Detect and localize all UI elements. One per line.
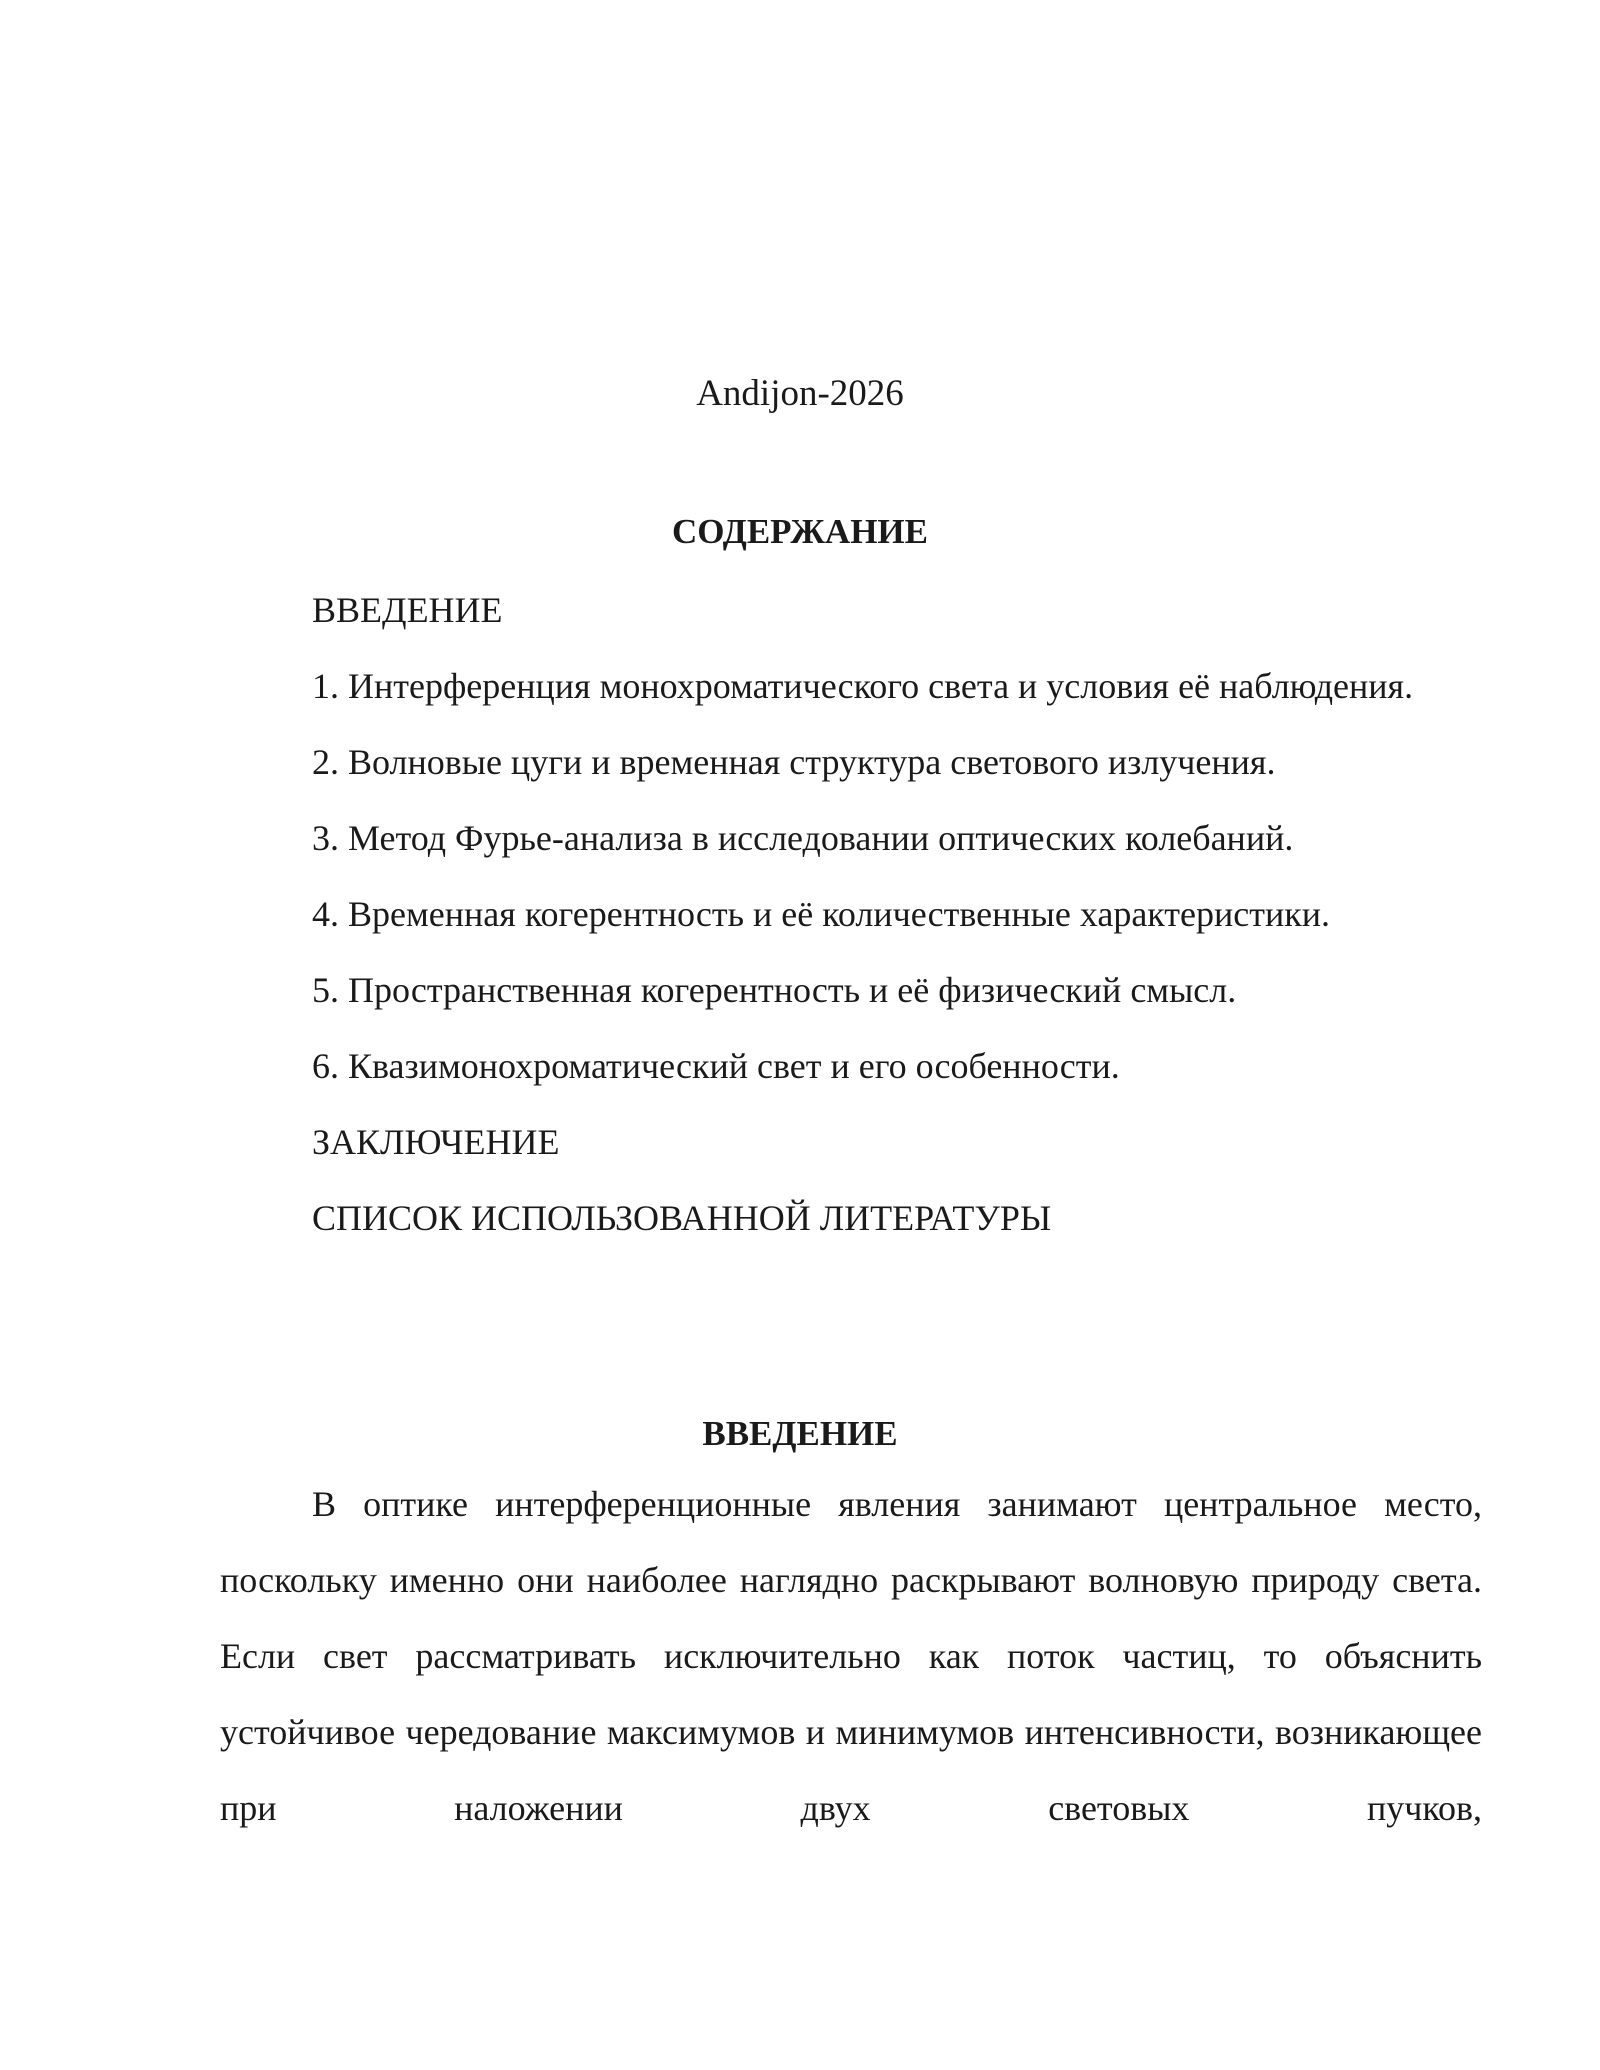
toc-item-1: 1. Интерференция монохроматического света и условия её наблюдения. [312, 666, 1414, 706]
table-of-contents-title: СОДЕРЖАНИЕ [671, 512, 928, 551]
toc-item-introduction: ВВЕДЕНИЕ [312, 590, 503, 630]
toc-item-4: 4. Временная когерентность и её количественные характеристики. [312, 894, 1331, 934]
table-of-contents-list [220, 572, 1482, 1256]
toc-item-references: СПИСОК ИСПОЛЬЗОВАННОЙ ЛИТЕРАТУРЫ [312, 1198, 1052, 1238]
introduction-heading: ВВЕДЕНИЕ [702, 1414, 898, 1453]
toc-item-5: 5. Пространственная когерентность и её физический смысл. [312, 970, 1237, 1010]
toc-item-6: 6. Квазимонохроматический свет и его особенности. [312, 1046, 1120, 1086]
introduction-paragraph: В оптике интерференционные явления занимают центральное место, поскольку именно они наиболее наглядно раскрывают волновую природу света. Если свет рассматривать исключительно как поток частиц, то объяснить устойчивое чередование максимумов и минимумов интенсивности, возникающее при наложении двух световых пучков, [220, 1484, 1482, 1828]
city-year-line: Andijon-2026 [696, 373, 904, 414]
toc-item-conclusion: ЗАКЛЮЧЕНИЕ [312, 1122, 560, 1162]
toc-item-2: 2. Волновые цуги и временная структура светового излучения. [312, 742, 1276, 782]
toc-item-3: 3. Метод Фурье-анализа в исследовании оптических колебаний. [312, 818, 1294, 858]
